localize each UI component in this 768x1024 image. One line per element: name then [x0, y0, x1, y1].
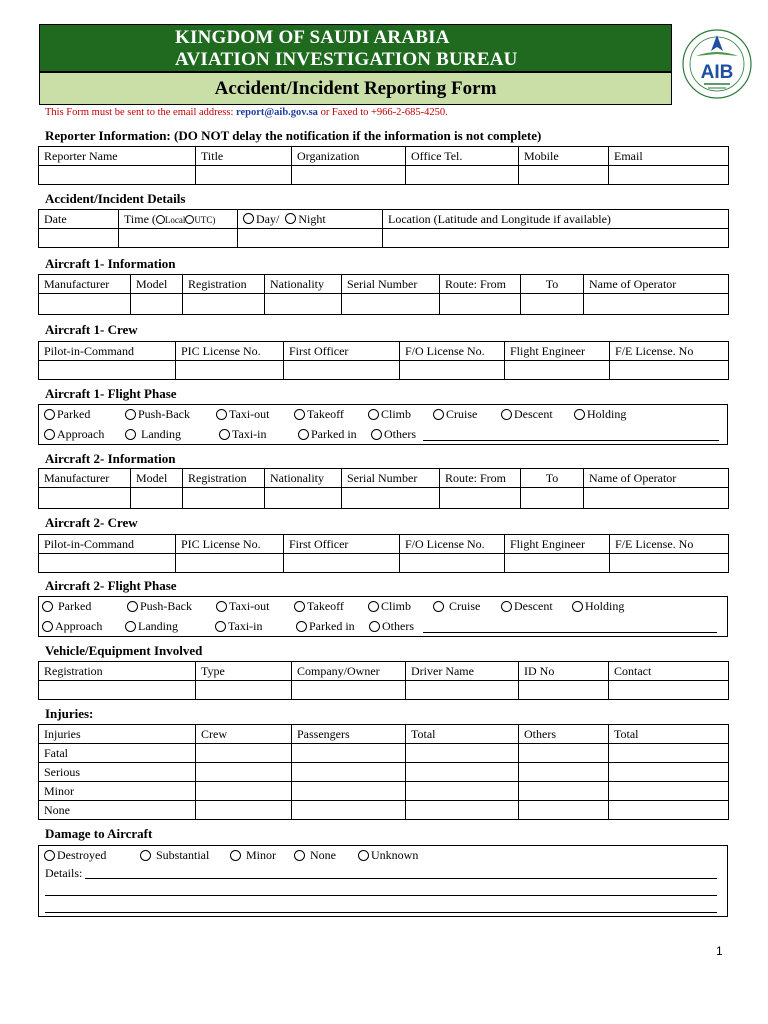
none-crew-field[interactable] [196, 801, 292, 820]
reporter-heading: Reporter Information: (DO NOT delay the notification if the information is not complete) [45, 128, 542, 143]
phase2-taxiout-option[interactable]: Taxi-out [216, 599, 269, 614]
phase2-takeoff-option[interactable]: Takeoff [294, 599, 344, 614]
title-field[interactable] [196, 166, 292, 185]
col-passengers: Passengers [292, 725, 406, 744]
header-banner [39, 24, 672, 72]
minor-passengers-field[interactable] [292, 782, 406, 801]
day-radio[interactable] [243, 213, 254, 224]
radio-icon[interactable] [296, 621, 307, 632]
aircraft1-phase-heading: Aircraft 1- Flight Phase [45, 386, 177, 401]
route-to-field[interactable] [521, 488, 584, 509]
col-total-2: Total [609, 725, 729, 744]
col-pic-license: PIC License No. [176, 535, 284, 554]
radio-icon[interactable] [216, 601, 227, 612]
phase2-parkedin-option[interactable]: Parked in [296, 619, 355, 634]
company-owner-field[interactable] [292, 681, 406, 700]
col-flight-engineer: Flight Engineer [505, 535, 610, 554]
damage-details-line-1[interactable] [85, 878, 717, 879]
email-field[interactable] [609, 166, 729, 185]
damage-details-line-3[interactable] [45, 912, 717, 913]
damage-destroyed-option[interactable]: Destroyed [44, 848, 106, 863]
col-pic-license: PIC License No. [176, 342, 284, 361]
radio-icon[interactable] [125, 429, 136, 440]
col-pic: Pilot-in-Command [39, 342, 176, 361]
damage-unknown-option[interactable]: Unknown [358, 848, 418, 863]
phase1-parkedin-option[interactable]: Parked in [298, 427, 357, 442]
table-row [39, 662, 729, 681]
col-flight-engineer: Flight Engineer [505, 342, 610, 361]
radio-icon[interactable] [42, 601, 53, 612]
col-route-to: To [521, 469, 584, 488]
col-operator: Name of Operator [584, 469, 729, 488]
page-number: 1 [716, 944, 723, 958]
col-office-tel: Office Tel. [406, 147, 519, 166]
damage-heading: Damage to Aircraft [45, 826, 153, 841]
phase2-pushback-option[interactable]: Push-Back [127, 599, 192, 614]
form-title: Accident/Incident Reporting Form [39, 72, 672, 105]
col-nationality: Nationality [265, 469, 342, 488]
col-driver-name: Driver Name [406, 662, 519, 681]
manufacturer-field[interactable] [39, 294, 131, 315]
first-officer-field[interactable] [284, 554, 400, 573]
radio-icon[interactable] [369, 621, 380, 632]
col-type: Type [196, 662, 292, 681]
reporter-table [38, 146, 729, 185]
office-tel-field[interactable] [406, 166, 519, 185]
serious-total2-field[interactable] [609, 763, 729, 782]
phase1-takeoff-option[interactable]: Takeoff [294, 407, 344, 422]
location-field[interactable] [383, 229, 729, 248]
row-minor: Minor [39, 782, 196, 801]
radio-icon[interactable] [501, 601, 512, 612]
aircraft1-info-table [38, 274, 729, 315]
details-heading: Accident/Incident Details [45, 191, 186, 206]
serial-number-field[interactable] [342, 488, 440, 509]
table-row [39, 342, 729, 361]
radio-icon[interactable] [44, 409, 55, 420]
driver-name-field[interactable] [406, 681, 519, 700]
col-registration: Registration [183, 275, 265, 294]
aircraft1-crew-table [38, 341, 729, 380]
model-field[interactable] [131, 294, 183, 315]
submission-notice: This Form must be sent to the email address: report@aib.gov.sa or Faxed to +966-2-685-4250. [45, 107, 448, 118]
table-row [39, 535, 729, 554]
phase1-approach-option[interactable]: Approach [44, 427, 104, 442]
none-passengers-field[interactable] [292, 801, 406, 820]
phase1-others-input[interactable] [423, 440, 719, 441]
col-time: Time ( Local UTC) [119, 210, 238, 229]
row-fatal: Fatal [39, 744, 196, 763]
radio-icon[interactable] [433, 409, 444, 420]
col-route-from: Route: From [440, 469, 521, 488]
radio-icon[interactable] [574, 409, 585, 420]
fatal-total-field[interactable] [406, 744, 519, 763]
col-mobile: Mobile [519, 147, 609, 166]
phase2-holding-option[interactable]: Holding [572, 599, 624, 614]
radio-icon[interactable] [44, 429, 55, 440]
radio-icon[interactable] [433, 601, 444, 612]
table-row [39, 361, 729, 380]
col-registration: Registration [39, 662, 196, 681]
fo-license-field[interactable] [400, 361, 505, 380]
radio-icon[interactable] [127, 601, 138, 612]
col-nationality: Nationality [265, 275, 342, 294]
phase2-approach-option[interactable]: Approach [42, 619, 102, 634]
injuries-table [38, 724, 729, 820]
operator-field[interactable] [584, 488, 729, 509]
nationality-field[interactable] [265, 488, 342, 509]
none-total-field[interactable] [406, 801, 519, 820]
phase1-parked-option[interactable]: Parked [44, 407, 90, 422]
col-day-night: Day/ Night [238, 210, 383, 229]
col-first-officer: First Officer [284, 342, 400, 361]
minor-crew-field[interactable] [196, 782, 292, 801]
damage-details-line-2[interactable] [45, 895, 717, 896]
row-none: None [39, 801, 196, 820]
radio-icon[interactable] [358, 850, 369, 861]
table-row [39, 801, 729, 820]
injuries-heading: Injuries: [45, 706, 94, 721]
col-fo-license: F/O License No. [400, 535, 505, 554]
fe-license-field[interactable] [610, 361, 729, 380]
organization-field[interactable] [292, 166, 406, 185]
radio-icon[interactable] [42, 621, 53, 632]
day-night-field[interactable] [238, 229, 383, 248]
fatal-crew-field[interactable] [196, 744, 292, 763]
registration-field[interactable] [183, 294, 265, 315]
col-operator: Name of Operator [584, 275, 729, 294]
col-location: Location (Latitude and Longitude if available) [383, 210, 729, 229]
model-field[interactable] [131, 488, 183, 509]
fe-license-field[interactable] [610, 554, 729, 573]
col-route-to: To [521, 275, 584, 294]
radio-icon[interactable] [368, 409, 379, 420]
serious-others-field[interactable] [519, 763, 609, 782]
row-serious: Serious [39, 763, 196, 782]
table-row [39, 744, 729, 763]
aircraft2-info-table [38, 468, 729, 509]
vehicle-heading: Vehicle/Equipment Involved [45, 643, 203, 658]
radio-icon[interactable] [294, 601, 305, 612]
col-injuries: Injuries [39, 725, 196, 744]
col-company-owner: Company/Owner [292, 662, 406, 681]
fo-license-field[interactable] [400, 554, 505, 573]
phase2-others-input[interactable] [423, 632, 717, 633]
phase2-cruise-option[interactable]: Cruise [433, 599, 480, 614]
vehicle-table [38, 661, 729, 700]
date-field[interactable] [39, 229, 119, 248]
damage-substantial-option[interactable]: Substantial [140, 848, 209, 863]
pic-field[interactable] [39, 554, 176, 573]
minor-total2-field[interactable] [609, 782, 729, 801]
col-fe-license: F/E License. No [610, 342, 729, 361]
header-line2: AVIATION INVESTIGATION BUREAU [175, 49, 518, 70]
radio-icon[interactable] [572, 601, 583, 612]
local-radio[interactable] [156, 215, 165, 224]
radio-icon[interactable] [219, 429, 230, 440]
route-to-field[interactable] [521, 294, 584, 315]
reporter-name-field[interactable] [39, 166, 196, 185]
table-row [39, 782, 729, 801]
phase1-descent-option[interactable]: Descent [501, 407, 553, 422]
flight-engineer-field[interactable] [505, 554, 610, 573]
first-officer-field[interactable] [284, 361, 400, 380]
radio-icon[interactable] [371, 429, 382, 440]
fatal-passengers-field[interactable] [292, 744, 406, 763]
col-route-from: Route: From [440, 275, 521, 294]
radio-icon[interactable] [215, 621, 226, 632]
radio-icon[interactable] [216, 409, 227, 420]
nationality-field[interactable] [265, 294, 342, 315]
aircraft2-crew-table [38, 534, 729, 573]
fatal-others-field[interactable] [519, 744, 609, 763]
phase2-landing-option[interactable]: Landing [125, 619, 178, 634]
table-row [39, 554, 729, 573]
col-crew: Crew [196, 725, 292, 744]
night-radio[interactable] [285, 213, 296, 224]
vehicle-type-field[interactable] [196, 681, 292, 700]
damage-box [38, 845, 728, 917]
col-others: Others [519, 725, 609, 744]
phase2-others-option[interactable]: Others [369, 619, 414, 634]
fatal-total2-field[interactable] [609, 744, 729, 763]
manufacturer-field[interactable] [39, 488, 131, 509]
col-manufacturer: Manufacturer [39, 275, 131, 294]
table-row [39, 147, 729, 166]
vehicle-registration-field[interactable] [39, 681, 196, 700]
damage-none-option[interactable]: None [294, 848, 336, 863]
none-total2-field[interactable] [609, 801, 729, 820]
pic-license-field[interactable] [176, 361, 284, 380]
logo-text: AIB [700, 62, 734, 83]
serious-crew-field[interactable] [196, 763, 292, 782]
route-from-field[interactable] [440, 488, 521, 509]
table-row [39, 294, 729, 315]
aircraft2-crew-heading: Aircraft 2- Crew [45, 515, 138, 530]
flight-engineer-field[interactable] [505, 361, 610, 380]
table-row [39, 725, 729, 744]
radio-icon[interactable] [294, 850, 305, 861]
table-row [39, 469, 729, 488]
table-row [39, 229, 729, 248]
minor-total-field[interactable] [406, 782, 519, 801]
radio-icon[interactable] [125, 409, 136, 420]
radio-icon[interactable] [140, 850, 151, 861]
table-row [39, 210, 729, 229]
operator-field[interactable] [584, 294, 729, 315]
radio-icon[interactable] [230, 850, 241, 861]
notice-email-link[interactable]: report@aib.gov.sa [236, 107, 318, 118]
damage-minor-option[interactable]: Minor [230, 848, 276, 863]
table-row [39, 275, 729, 294]
aib-logo [682, 26, 752, 102]
col-pic: Pilot-in-Command [39, 535, 176, 554]
details-table [38, 209, 729, 248]
id-no-field[interactable] [519, 681, 609, 700]
header-line1: KINGDOM OF SAUDI ARABIA [175, 27, 450, 48]
minor-others-field[interactable] [519, 782, 609, 801]
col-fo-license: F/O License No. [400, 342, 505, 361]
phase2-descent-option[interactable]: Descent [501, 599, 553, 614]
col-first-officer: First Officer [284, 535, 400, 554]
col-contact: Contact [609, 662, 729, 681]
radio-icon[interactable] [298, 429, 309, 440]
phase2-parked-option[interactable]: Parked [42, 599, 91, 614]
col-id-no: ID No [519, 662, 609, 681]
table-row [39, 488, 729, 509]
col-model: Model [131, 469, 183, 488]
col-date: Date [39, 210, 119, 229]
route-from-field[interactable] [440, 294, 521, 315]
phase2-taxiin-option[interactable]: Taxi-in [215, 619, 262, 634]
none-others-field[interactable] [519, 801, 609, 820]
radio-icon[interactable] [368, 601, 379, 612]
aircraft2-phase-heading: Aircraft 2- Flight Phase [45, 578, 177, 593]
phase1-cruise-option[interactable]: Cruise [433, 407, 477, 422]
radio-icon[interactable] [501, 409, 512, 420]
col-organization: Organization [292, 147, 406, 166]
col-model: Model [131, 275, 183, 294]
phase1-taxiin-option[interactable]: Taxi-in [219, 427, 266, 442]
aircraft2-phase-box [38, 596, 728, 637]
phase1-landing-option[interactable]: Landing [125, 427, 181, 442]
phase1-others-option[interactable]: Others [371, 427, 416, 442]
col-manufacturer: Manufacturer [39, 469, 131, 488]
col-serial-number: Serial Number [342, 275, 440, 294]
aircraft1-info-heading: Aircraft 1- Information [45, 256, 176, 271]
damage-details-label: Details: [45, 866, 83, 880]
radio-icon[interactable] [294, 409, 305, 420]
table-row [39, 763, 729, 782]
radio-icon[interactable] [44, 850, 55, 861]
serious-passengers-field[interactable] [292, 763, 406, 782]
table-row [39, 166, 729, 185]
col-email: Email [609, 147, 729, 166]
col-registration: Registration [183, 469, 265, 488]
phase2-climb-option[interactable]: Climb [368, 599, 411, 614]
aircraft2-info-heading: Aircraft 2- Information [45, 451, 176, 466]
registration-field[interactable] [183, 488, 265, 509]
col-serial-number: Serial Number [342, 469, 440, 488]
serious-total-field[interactable] [406, 763, 519, 782]
col-reporter-name: Reporter Name [39, 147, 196, 166]
contact-field[interactable] [609, 681, 729, 700]
phase1-taxiout-option[interactable]: Taxi-out [216, 407, 269, 422]
pic-field[interactable] [39, 361, 176, 380]
phase1-holding-option[interactable]: Holding [574, 407, 626, 422]
radio-icon[interactable] [125, 621, 136, 632]
phase1-climb-option[interactable]: Climb [368, 407, 411, 422]
col-fe-license: F/E License. No [610, 535, 729, 554]
mobile-field[interactable] [519, 166, 609, 185]
pic-license-field[interactable] [176, 554, 284, 573]
aircraft1-phase-box [38, 404, 728, 445]
col-total: Total [406, 725, 519, 744]
phase1-pushback-option[interactable]: Push-Back [125, 407, 190, 422]
aircraft1-crew-heading: Aircraft 1- Crew [45, 322, 138, 337]
table-row [39, 681, 729, 700]
col-title: Title [196, 147, 292, 166]
serial-number-field[interactable] [342, 294, 440, 315]
time-field[interactable] [119, 229, 238, 248]
